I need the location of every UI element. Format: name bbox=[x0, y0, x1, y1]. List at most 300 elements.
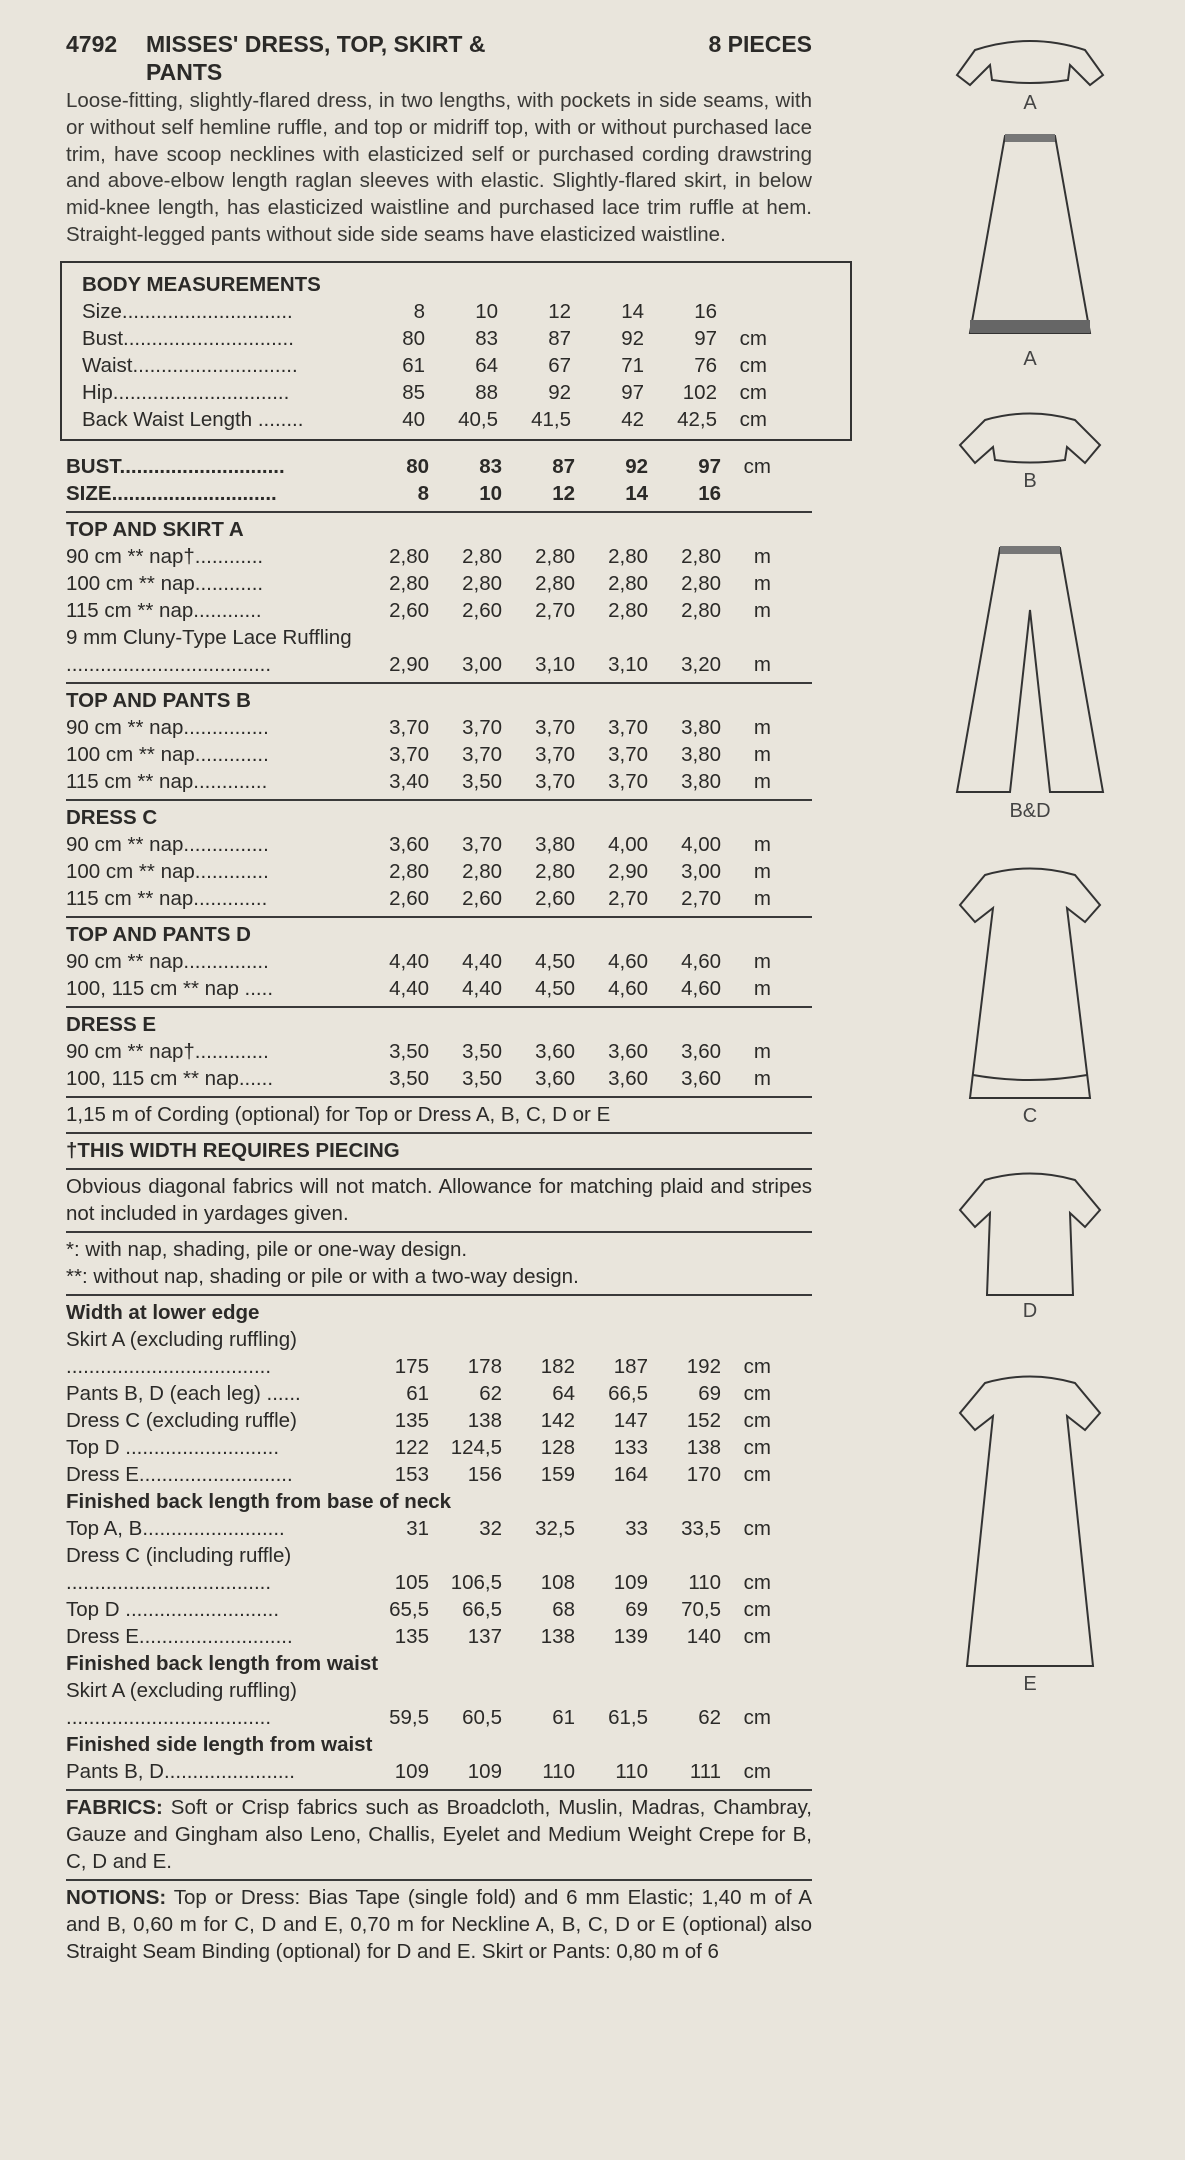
row-value: 64 bbox=[552, 1381, 575, 1405]
table-row bbox=[82, 298, 850, 325]
row-value: 2,80 bbox=[681, 571, 721, 595]
row-label: SIZE............................. bbox=[66, 481, 277, 505]
section-heading: TOP AND PANTS B bbox=[66, 688, 251, 712]
row-unit bbox=[721, 1542, 771, 1569]
row-label: 100 cm ** nap............ bbox=[66, 571, 264, 595]
row-value: 3,60 bbox=[681, 1039, 721, 1063]
row-unit: m bbox=[753, 976, 771, 1000]
row-value: 2,90 bbox=[608, 859, 648, 883]
figure-label: C bbox=[1022, 1105, 1038, 1127]
row-value: 32 bbox=[479, 1516, 502, 1540]
description: Loose-fitting, slightly-flared dress, in two lengths, with pockets in side seams, with or without self hemline ruffle, and top or midriff top, with or without purchased lace trim, have scoop necklines with elasticized self or purchased cording drawstring and above-elbow length raglan sleeves with elastic. Slightly-flared skirt, in below mid-knee length, has elasticized waistline and purchased lace trim ruffle at hem. Straight-legged pants without side side seams have elasticized waistline. bbox=[66, 89, 812, 246]
table-row bbox=[66, 1758, 812, 1785]
row-value: 92 bbox=[621, 326, 644, 350]
row-label: 100 cm ** nap............. bbox=[66, 859, 269, 883]
row-value: 2,80 bbox=[389, 544, 429, 568]
row-value: 3,60 bbox=[608, 1066, 648, 1090]
row-unit: cm bbox=[743, 1759, 771, 1783]
row-value bbox=[429, 1542, 502, 1569]
row-value: 110 bbox=[615, 1759, 648, 1783]
row-label: Dress E........................... bbox=[66, 1462, 293, 1486]
illustration-top-a bbox=[940, 30, 1120, 115]
row-value: 3,50 bbox=[389, 1039, 429, 1063]
body-measurements-box bbox=[60, 261, 852, 441]
row-value: 2,80 bbox=[535, 544, 575, 568]
table-row bbox=[66, 831, 812, 858]
row-label: .................................... bbox=[66, 1570, 272, 1594]
section-heading: Width at lower edge bbox=[66, 1300, 260, 1324]
table-row bbox=[66, 1380, 812, 1407]
row-value: 147 bbox=[613, 1408, 648, 1432]
table-row bbox=[66, 570, 812, 597]
row-label: Top D ........................... bbox=[66, 1435, 280, 1459]
row-unit: m bbox=[753, 598, 771, 622]
row-value: 102 bbox=[682, 380, 717, 404]
row-value: 3,00 bbox=[681, 859, 721, 883]
row-value: 140 bbox=[686, 1624, 721, 1648]
row-label: Bust.............................. bbox=[82, 326, 294, 350]
illustration-pants-bd bbox=[940, 540, 1120, 823]
row-value: 61 bbox=[552, 1705, 575, 1729]
row-value: 111 bbox=[689, 1759, 721, 1783]
table-row bbox=[66, 1677, 812, 1704]
pieces-count: 8 PIECES bbox=[708, 31, 812, 57]
row-value: 3,80 bbox=[681, 769, 721, 793]
section-dress-c bbox=[66, 799, 812, 912]
row-value: 4,40 bbox=[462, 976, 502, 1000]
row-value: 40 bbox=[402, 407, 425, 431]
row-label: Back Waist Length ........ bbox=[82, 407, 304, 431]
row-value: 97 bbox=[698, 454, 721, 478]
table-row bbox=[66, 1623, 812, 1650]
row-value: 3,60 bbox=[535, 1066, 575, 1090]
row-label: Dress C (including ruffle) bbox=[66, 1543, 292, 1567]
row-value: 106,5 bbox=[450, 1570, 502, 1594]
row-unit: cm bbox=[743, 1705, 771, 1729]
row-value: 3,60 bbox=[681, 1066, 721, 1090]
row-value: 42 bbox=[621, 407, 644, 431]
row-value: 69 bbox=[625, 1597, 648, 1621]
figure-label: E bbox=[1023, 1673, 1037, 1695]
fabrics-text: Soft or Crisp fabrics such as Broadcloth, Muslin, Madras, Chambray, Gauze and Gingham also Leno, Challis, Eyelet and Medium Weight Crepe for B, C, D and E. bbox=[66, 1795, 812, 1873]
row-value: 142 bbox=[540, 1408, 575, 1432]
row-value: 110 bbox=[542, 1759, 575, 1783]
section-heading: Finished side length from waist bbox=[66, 1732, 373, 1756]
table-row bbox=[66, 1515, 812, 1542]
row-value: 164 bbox=[613, 1462, 648, 1486]
row-label: 90 cm ** nap............... bbox=[66, 832, 269, 856]
row-value: 61,5 bbox=[608, 1705, 648, 1729]
table-row bbox=[66, 1353, 812, 1380]
row-unit: m bbox=[753, 832, 771, 856]
figure-label: B&D bbox=[1009, 800, 1051, 822]
table-row bbox=[66, 714, 812, 741]
row-value: 85 bbox=[402, 380, 425, 404]
row-value: 182 bbox=[540, 1354, 575, 1378]
section-finished-back-length-from-base-of-neck bbox=[66, 1488, 812, 1650]
row-value: 14 bbox=[621, 299, 644, 323]
row-value: 12 bbox=[548, 299, 571, 323]
row-value: 109 bbox=[394, 1759, 429, 1783]
row-unit: cm bbox=[743, 1624, 771, 1648]
row-label: 9 mm Cluny-Type Lace Ruffling bbox=[66, 625, 352, 649]
row-value: 2,60 bbox=[462, 886, 502, 910]
row-value: 80 bbox=[406, 454, 429, 478]
row-value: 10 bbox=[479, 481, 502, 505]
row-value: 2,80 bbox=[608, 571, 648, 595]
row-value: 135 bbox=[394, 1408, 429, 1432]
row-label: Size.............................. bbox=[82, 299, 293, 323]
row-value: 60,5 bbox=[462, 1705, 502, 1729]
row-label: 90 cm ** nap............... bbox=[66, 949, 269, 973]
row-value: 170 bbox=[686, 1462, 721, 1486]
row-value: 3,80 bbox=[681, 742, 721, 766]
illustration-top-b bbox=[940, 405, 1120, 493]
row-value: 16 bbox=[694, 299, 717, 323]
row-value: 3,60 bbox=[535, 1039, 575, 1063]
row-value bbox=[356, 1542, 429, 1569]
row-value: 2,80 bbox=[681, 544, 721, 568]
row-value: 3,70 bbox=[608, 742, 648, 766]
row-label: Dress E........................... bbox=[66, 1624, 293, 1648]
row-value bbox=[429, 624, 502, 651]
row-unit bbox=[721, 1326, 771, 1353]
row-label: Waist............................. bbox=[82, 353, 298, 377]
table-row bbox=[66, 768, 812, 795]
row-unit: cm bbox=[739, 407, 767, 431]
notions-section bbox=[66, 1879, 812, 1965]
table-row bbox=[66, 1704, 812, 1731]
row-value: 138 bbox=[686, 1435, 721, 1459]
row-value: 66,5 bbox=[462, 1597, 502, 1621]
table-row bbox=[66, 948, 812, 975]
row-label: Pants B, D (each leg) ...... bbox=[66, 1381, 301, 1405]
row-label: Skirt A (excluding ruffling) bbox=[66, 1327, 297, 1351]
row-value: 4,50 bbox=[535, 976, 575, 1000]
table-row bbox=[82, 379, 850, 406]
row-label: Dress C (excluding ruffle) bbox=[66, 1408, 297, 1432]
row-value: 83 bbox=[475, 326, 498, 350]
row-value: 2,70 bbox=[535, 598, 575, 622]
pattern-envelope-back bbox=[66, 30, 812, 1965]
pattern-title bbox=[66, 30, 812, 86]
row-value: 2,80 bbox=[608, 544, 648, 568]
row-unit bbox=[717, 298, 767, 325]
row-value: 2,80 bbox=[462, 859, 502, 883]
row-value: 138 bbox=[540, 1624, 575, 1648]
row-value: 59,5 bbox=[389, 1705, 429, 1729]
table-row bbox=[66, 453, 812, 480]
row-value: 138 bbox=[467, 1408, 502, 1432]
row-value: 62 bbox=[479, 1381, 502, 1405]
row-unit: cm bbox=[743, 454, 771, 478]
row-value: 10 bbox=[475, 299, 498, 323]
row-value: 128 bbox=[540, 1435, 575, 1459]
row-value: 40,5 bbox=[458, 407, 498, 431]
section-dress-e bbox=[66, 1006, 812, 1092]
row-value bbox=[429, 1677, 502, 1704]
row-unit: cm bbox=[743, 1597, 771, 1621]
row-label: 100 cm ** nap............. bbox=[66, 742, 269, 766]
row-value: 109 bbox=[467, 1759, 502, 1783]
section-top-and-pants-d bbox=[66, 916, 812, 1002]
row-value: 4,00 bbox=[681, 832, 721, 856]
row-value: 61 bbox=[406, 1381, 429, 1405]
row-label: .................................... bbox=[66, 1705, 272, 1729]
section-heading: DRESS E bbox=[66, 1012, 156, 1036]
row-value: 3,10 bbox=[608, 652, 648, 676]
table-row bbox=[66, 1596, 812, 1623]
table-row bbox=[66, 543, 812, 570]
row-value: 4,40 bbox=[389, 949, 429, 973]
row-label: 115 cm ** nap............. bbox=[66, 769, 268, 793]
row-value: 153 bbox=[394, 1462, 429, 1486]
row-value: 4,60 bbox=[681, 976, 721, 1000]
row-value: 4,60 bbox=[608, 976, 648, 1000]
row-value: 16 bbox=[698, 481, 721, 505]
table-row bbox=[66, 1461, 812, 1488]
section-finished-side-length-from-waist bbox=[66, 1731, 812, 1785]
row-value: 4,40 bbox=[389, 976, 429, 1000]
table-row bbox=[82, 325, 850, 352]
row-value: 97 bbox=[621, 380, 644, 404]
piecing-note: †THIS WIDTH REQUIRES PIECING bbox=[66, 1132, 812, 1164]
row-label: Top D ........................... bbox=[66, 1597, 280, 1621]
row-unit bbox=[721, 480, 771, 507]
row-value: 109 bbox=[613, 1570, 648, 1594]
fabrics-section bbox=[66, 1789, 812, 1875]
row-value: 80 bbox=[402, 326, 425, 350]
section-heading: TOP AND SKIRT A bbox=[66, 517, 244, 541]
row-value: 135 bbox=[394, 1624, 429, 1648]
row-unit: m bbox=[753, 949, 771, 973]
pattern-number: 4792 bbox=[66, 31, 118, 57]
no-nap-note: **: without nap, shading or pile or with a two-way design. bbox=[66, 1264, 579, 1288]
row-value: 110 bbox=[688, 1570, 721, 1594]
row-value: 3,40 bbox=[389, 769, 429, 793]
row-value: 2,60 bbox=[389, 598, 429, 622]
row-value: 3,70 bbox=[462, 832, 502, 856]
table-row bbox=[66, 1065, 812, 1092]
row-value: 187 bbox=[613, 1354, 648, 1378]
row-value: 83 bbox=[479, 454, 502, 478]
row-value bbox=[648, 1542, 721, 1569]
diagonal-note: Obvious diagonal fabrics will not match. Allowance for matching plaid and stripes not included in yardages given. bbox=[66, 1168, 812, 1227]
row-unit: m bbox=[753, 544, 771, 568]
row-value bbox=[356, 1677, 429, 1704]
row-value: 87 bbox=[552, 454, 575, 478]
table-row bbox=[66, 885, 812, 912]
row-value: 152 bbox=[686, 1408, 721, 1432]
row-value: 105 bbox=[394, 1570, 429, 1594]
row-unit: cm bbox=[743, 1435, 771, 1459]
row-value: 2,60 bbox=[462, 598, 502, 622]
row-value: 178 bbox=[467, 1354, 502, 1378]
row-value bbox=[356, 624, 429, 651]
row-value bbox=[502, 1542, 575, 1569]
row-value: 3,50 bbox=[462, 769, 502, 793]
row-value: 67 bbox=[548, 353, 571, 377]
table-row bbox=[66, 651, 812, 678]
row-value: 3,70 bbox=[389, 742, 429, 766]
row-unit: cm bbox=[743, 1462, 771, 1486]
row-label: 90 cm ** nap†............. bbox=[66, 1039, 269, 1063]
row-value: 12 bbox=[552, 481, 575, 505]
row-unit: cm bbox=[743, 1408, 771, 1432]
row-label: Skirt A (excluding ruffling) bbox=[66, 1678, 297, 1702]
row-unit: m bbox=[753, 769, 771, 793]
row-value: 33,5 bbox=[681, 1516, 721, 1540]
pattern-name: MISSES' DRESS, TOP, SKIRT & PANTS bbox=[146, 31, 486, 85]
row-unit: cm bbox=[743, 1570, 771, 1594]
row-label: 100, 115 cm ** nap ..... bbox=[66, 976, 274, 1000]
row-value: 2,80 bbox=[535, 571, 575, 595]
row-unit: cm bbox=[743, 1381, 771, 1405]
row-value: 61 bbox=[402, 353, 425, 377]
row-value bbox=[648, 1326, 721, 1353]
row-label: 90 cm ** nap............... bbox=[66, 715, 269, 739]
row-value: 88 bbox=[475, 380, 498, 404]
illustration-dress-c bbox=[940, 860, 1120, 1128]
row-label: 100, 115 cm ** nap...... bbox=[66, 1066, 274, 1090]
row-value: 8 bbox=[413, 299, 425, 323]
row-value: 3,70 bbox=[535, 769, 575, 793]
nap-note: *: with nap, shading, pile or one-way design. bbox=[66, 1237, 468, 1261]
row-value: 2,80 bbox=[681, 598, 721, 622]
row-unit: m bbox=[753, 742, 771, 766]
row-value: 2,70 bbox=[681, 886, 721, 910]
row-value: 2,80 bbox=[389, 571, 429, 595]
table-row bbox=[82, 352, 850, 379]
row-value: 92 bbox=[548, 380, 571, 404]
row-value: 2,90 bbox=[389, 652, 429, 676]
row-value: 8 bbox=[417, 481, 429, 505]
row-unit: m bbox=[753, 859, 771, 883]
row-value bbox=[502, 624, 575, 651]
figure-label: B bbox=[1023, 470, 1037, 492]
row-value: 2,80 bbox=[535, 859, 575, 883]
row-value: 76 bbox=[694, 353, 717, 377]
row-value: 3,60 bbox=[389, 832, 429, 856]
illustration-dress-e bbox=[940, 1368, 1120, 1696]
row-unit: m bbox=[753, 571, 771, 595]
row-value: 2,80 bbox=[462, 571, 502, 595]
row-value: 2,80 bbox=[462, 544, 502, 568]
row-unit: cm bbox=[739, 326, 767, 350]
row-value: 31 bbox=[406, 1516, 429, 1540]
row-unit: m bbox=[753, 715, 771, 739]
row-value: 2,80 bbox=[389, 859, 429, 883]
row-value: 124,5 bbox=[450, 1435, 502, 1459]
illustrations bbox=[940, 0, 1120, 2160]
row-value: 3,50 bbox=[389, 1066, 429, 1090]
row-value: 32,5 bbox=[535, 1516, 575, 1540]
notions-text: Top or Dress: Bias Tape (single fold) and 6 mm Elastic; 1,40 m of A and B, 0,60 m for C, D and E, 0,70 m for Neckline A, B, C, D or E (optional) also Straight Seam Binding (optional) for D and E. Skirt or Pants: 0,80 m of 6 bbox=[66, 1885, 812, 1963]
row-value: 3,70 bbox=[608, 715, 648, 739]
row-value: 66,5 bbox=[608, 1381, 648, 1405]
row-value: 33 bbox=[625, 1516, 648, 1540]
row-value: 139 bbox=[613, 1624, 648, 1648]
table-row bbox=[66, 1326, 812, 1353]
row-value: 87 bbox=[548, 326, 571, 350]
row-value bbox=[575, 1542, 648, 1569]
figure-label: A bbox=[1023, 348, 1037, 370]
table-row bbox=[66, 858, 812, 885]
row-value bbox=[575, 1677, 648, 1704]
row-value: 68 bbox=[552, 1597, 575, 1621]
row-label: .................................... bbox=[66, 1354, 272, 1378]
row-value: 2,80 bbox=[608, 598, 648, 622]
figure-label: D bbox=[1022, 1300, 1038, 1322]
row-unit bbox=[721, 1677, 771, 1704]
row-unit bbox=[721, 624, 771, 651]
row-value: 3,20 bbox=[681, 652, 721, 676]
row-label: BUST............................. bbox=[66, 454, 285, 478]
row-value: 3,70 bbox=[535, 742, 575, 766]
table-row bbox=[82, 406, 850, 433]
row-unit: m bbox=[753, 886, 771, 910]
row-label: 90 cm ** nap†............ bbox=[66, 544, 264, 568]
row-value: 2,60 bbox=[535, 886, 575, 910]
row-value: 122 bbox=[394, 1435, 429, 1459]
row-value: 14 bbox=[625, 481, 648, 505]
row-value: 3,70 bbox=[608, 769, 648, 793]
row-value bbox=[575, 1326, 648, 1353]
row-unit: cm bbox=[743, 1354, 771, 1378]
table-row bbox=[66, 1569, 812, 1596]
row-value bbox=[502, 1326, 575, 1353]
row-value: 64 bbox=[475, 353, 498, 377]
illustration-skirt-a bbox=[940, 128, 1120, 371]
row-label: 115 cm ** nap............. bbox=[66, 886, 268, 910]
section-top-and-pants-b bbox=[66, 682, 812, 795]
row-value: 4,40 bbox=[462, 949, 502, 973]
row-value: 108 bbox=[540, 1570, 575, 1594]
row-value: 42,5 bbox=[677, 407, 717, 431]
table-row bbox=[66, 597, 812, 624]
row-value: 3,70 bbox=[462, 715, 502, 739]
table-row bbox=[66, 1542, 812, 1569]
row-value bbox=[575, 624, 648, 651]
row-value: 159 bbox=[540, 1462, 575, 1486]
table-row bbox=[66, 1434, 812, 1461]
row-label: .................................... bbox=[66, 652, 272, 676]
row-value: 3,00 bbox=[462, 652, 502, 676]
row-value: 92 bbox=[625, 454, 648, 478]
section-heading: Finished back length from base of neck bbox=[66, 1489, 452, 1513]
notions-label: NOTIONS: bbox=[66, 1885, 167, 1909]
row-value: 70,5 bbox=[681, 1597, 721, 1621]
row-value: 137 bbox=[467, 1624, 502, 1648]
row-value: 3,60 bbox=[608, 1039, 648, 1063]
row-value bbox=[356, 1326, 429, 1353]
row-value: 97 bbox=[694, 326, 717, 350]
row-value: 3,70 bbox=[535, 715, 575, 739]
row-unit: m bbox=[753, 1039, 771, 1063]
table-row bbox=[66, 741, 812, 768]
fabrics-label: FABRICS: bbox=[66, 1795, 163, 1819]
row-value: 175 bbox=[394, 1354, 429, 1378]
cording-note: 1,15 m of Cording (optional) for Top or Dress A, B, C, D or E bbox=[66, 1096, 812, 1128]
row-value: 3,80 bbox=[535, 832, 575, 856]
row-value: 3,10 bbox=[535, 652, 575, 676]
row-value: 41,5 bbox=[531, 407, 571, 431]
row-label: Top A, B......................... bbox=[66, 1516, 285, 1540]
section-heading: TOP AND PANTS D bbox=[66, 922, 251, 946]
row-value: 156 bbox=[467, 1462, 502, 1486]
section-finished-back-length-from-waist bbox=[66, 1650, 812, 1731]
body-measurements-heading: BODY MEASUREMENTS bbox=[82, 272, 321, 296]
